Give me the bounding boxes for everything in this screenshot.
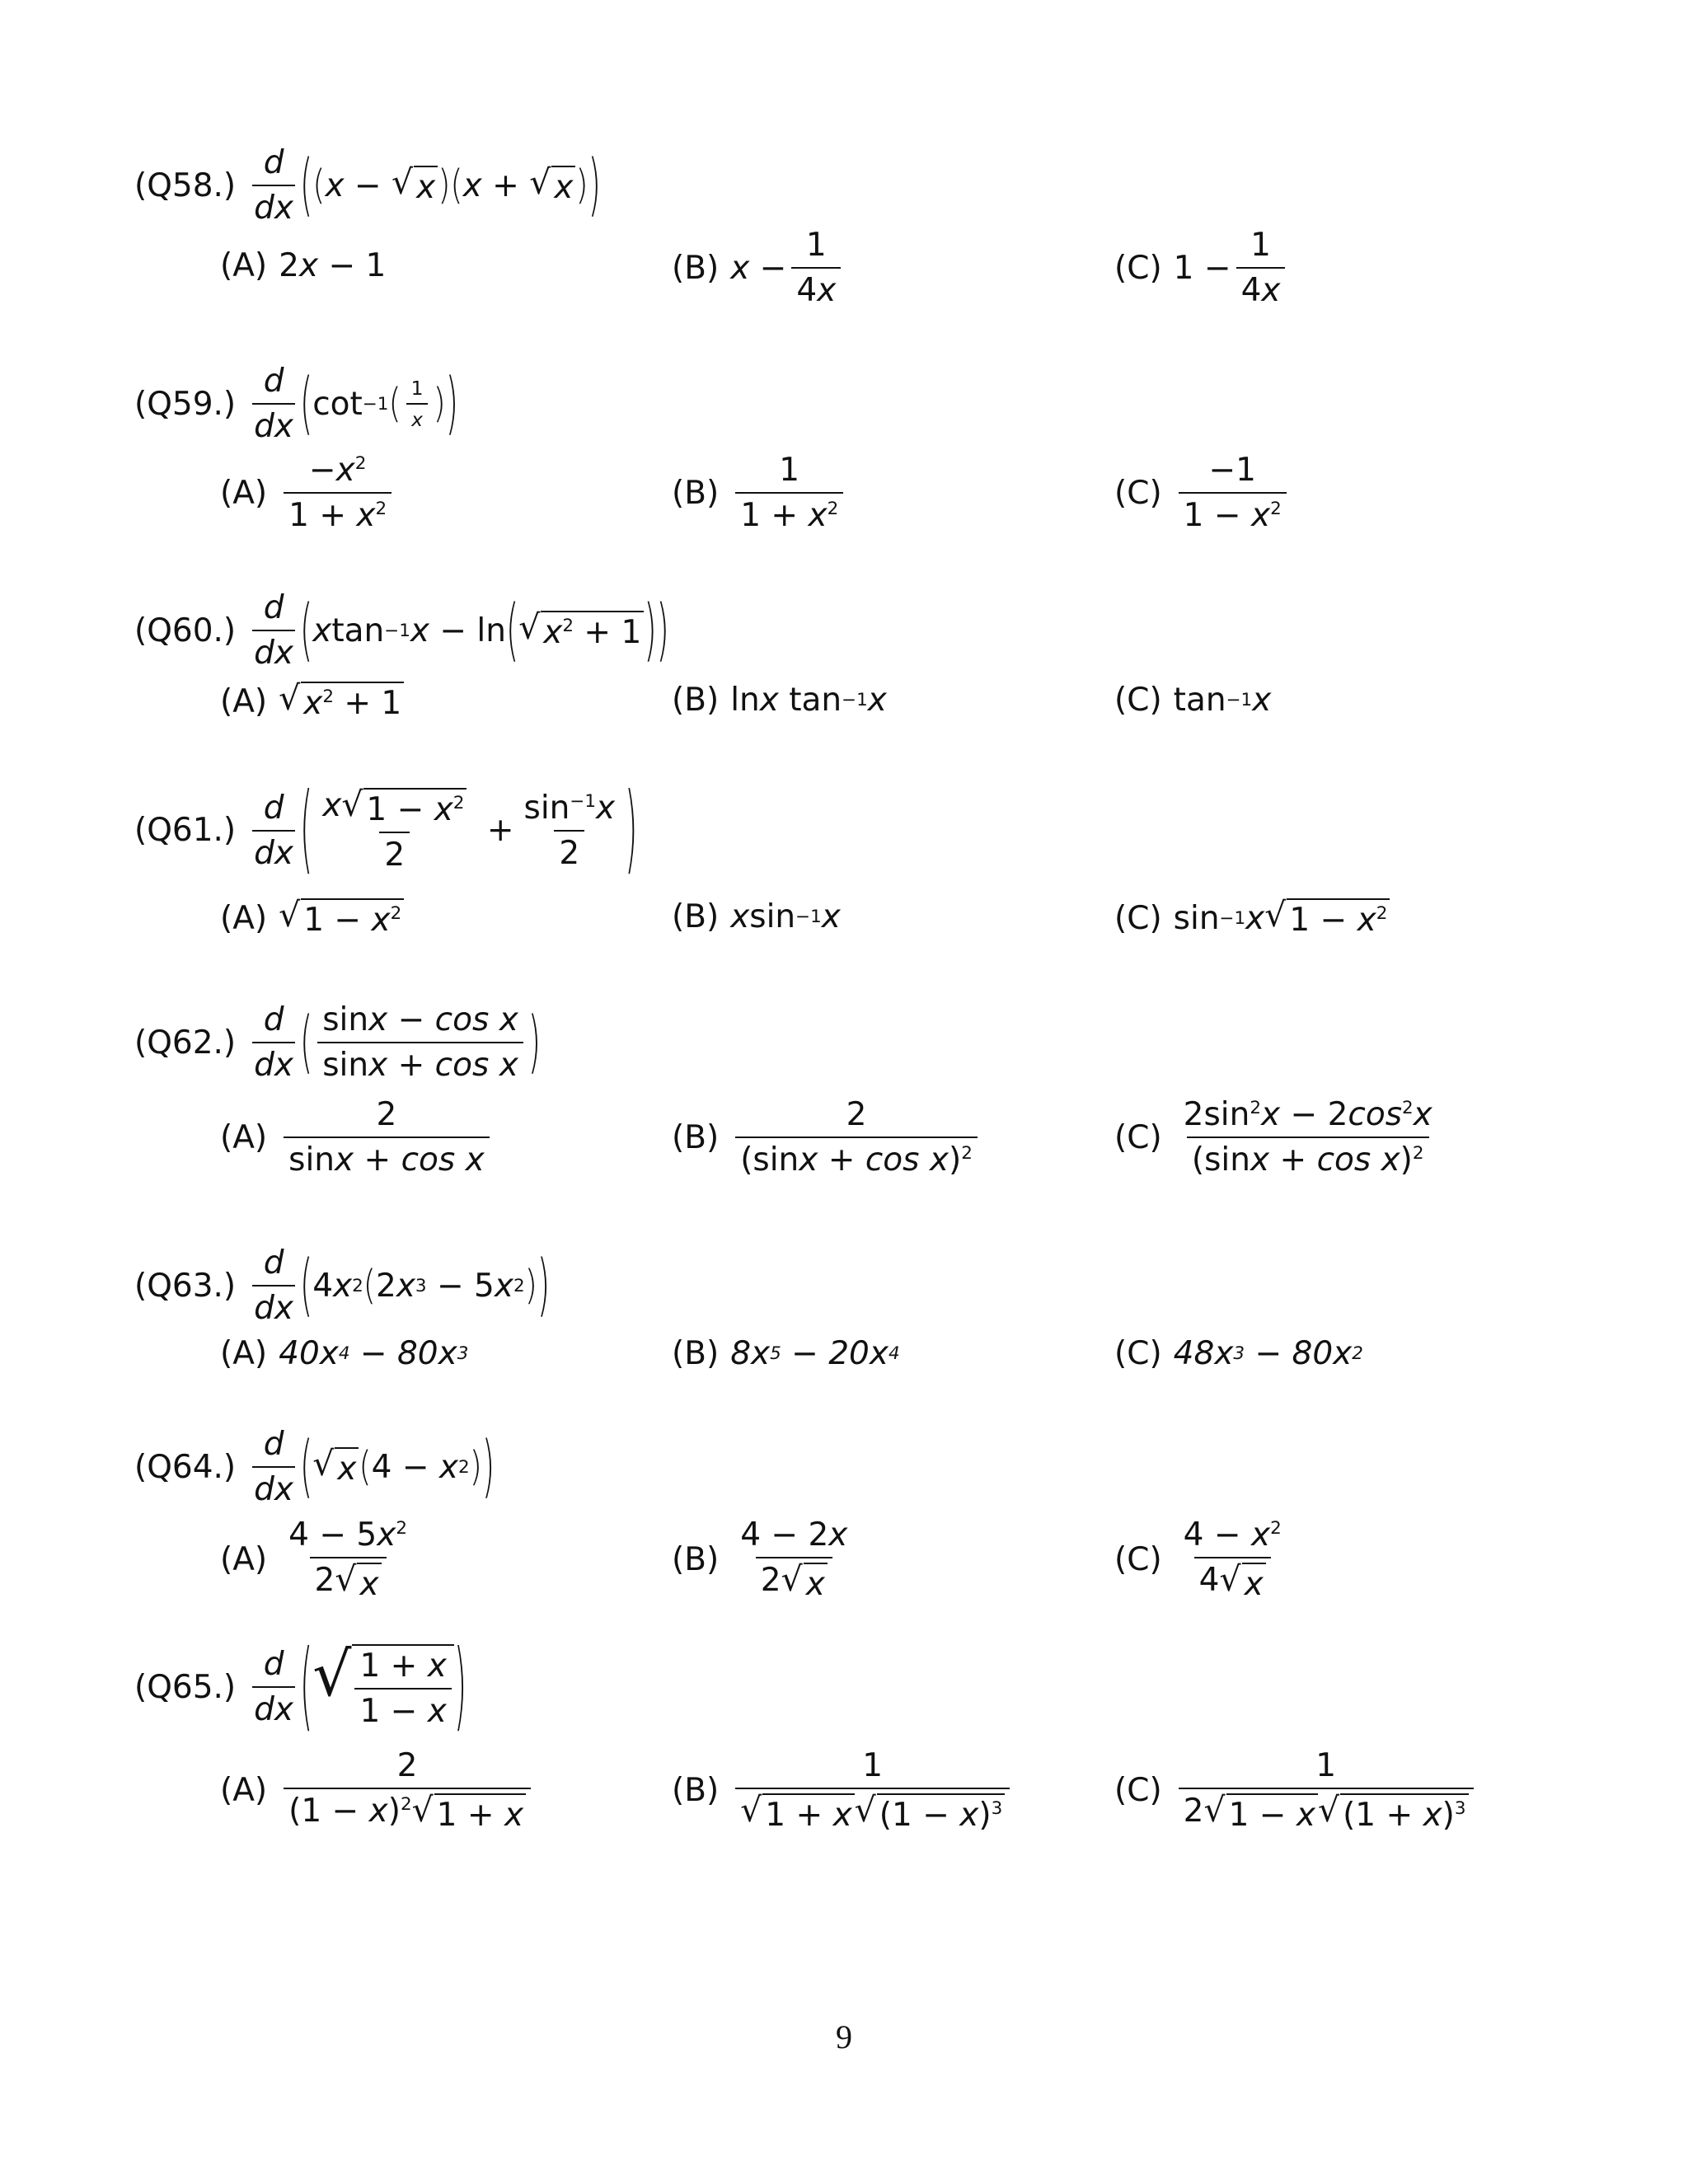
option-c[interactable]: (C) $\frac{2\sin^2x - 2\cos^2x}{(\sin x + \cos x)^2}$ xyxy=(1114,1096,1432,1179)
question-stem xyxy=(134,589,669,672)
option-a[interactable]: (A) √ $1 - x^2$ xyxy=(220,898,404,939)
option-b[interactable]: (B) x − $\frac{1}{4x}$ xyxy=(672,227,846,309)
question-stem xyxy=(134,1631,467,1743)
option-c[interactable]: (C) 48 x 3 − 80 x 2 xyxy=(1114,1335,1363,1372)
question-number: (Q62.) xyxy=(134,1024,237,1062)
question-stem xyxy=(134,144,601,227)
question-expression: $\frac{d}{dx}$ ( 4 x 2 ( 2 x 3 − 5 x 2 ) ) xyxy=(254,1244,551,1327)
page-number: 9 xyxy=(836,2018,852,2055)
question-number: (Q58.) xyxy=(134,166,237,204)
option-b[interactable]: (B) 1 √ 1 + x √ $(1 - x)^3$ xyxy=(672,1747,1015,1834)
question-expression: $\frac{d}{dx}$ ( $\frac{\text{sinx − cos x}}{\text{sinx + cos x}}$ ) xyxy=(254,1001,541,1084)
question-expression: $\frac{d}{dx}$ ( cot −1 ( $\frac{1}{x}$ ) ) xyxy=(254,363,458,445)
option-a[interactable]: (A) $4 - 5x^2$ 2 √ x xyxy=(220,1516,407,1603)
option-a[interactable]: (A) √ $x^2 + 1$ xyxy=(220,682,404,722)
option-c[interactable]: (C) tan −1 x xyxy=(1114,682,1272,719)
question-stem xyxy=(134,363,458,445)
question-number: (Q63.) xyxy=(134,1267,237,1305)
option-a[interactable]: (A) 2 x − 1 xyxy=(220,247,387,284)
question-number: (Q65.) xyxy=(134,1668,237,1706)
option-b[interactable]: (B) x sin −1 x xyxy=(672,898,841,935)
option-a[interactable]: (A) 40 x 4 − 80 x 3 xyxy=(220,1335,469,1372)
question-number: (Q61.) xyxy=(134,812,237,849)
question-stem xyxy=(134,775,638,886)
option-b[interactable]: (B) 8 x 5 − 20 x 4 xyxy=(672,1335,900,1372)
option-c[interactable]: (C) 1 − $\frac{1}{4x}$ xyxy=(1114,227,1290,309)
option-b[interactable]: (B) $\frac{1}{1 + x^2}$ xyxy=(672,452,848,534)
question-stem xyxy=(134,1426,495,1508)
question-number: (Q59.) xyxy=(134,385,237,423)
option-a[interactable]: (A) $\frac{-x^2}{1 + x^2}$ xyxy=(220,452,396,534)
option-c[interactable]: (C) sin −1 x √ $1 - x^2$ xyxy=(1114,898,1390,939)
option-b[interactable]: (B) $\frac{2}{(\sin x + \cos x)^2}$ xyxy=(672,1096,982,1179)
option-b[interactable]: (B) 4 − 2x 2 √ x xyxy=(672,1516,848,1603)
option-c[interactable]: (C) $4 - x^2$ 4 √ x xyxy=(1114,1516,1282,1603)
option-a[interactable]: (A) 2 $(1 - x)^2$ √ 1 + x xyxy=(220,1747,536,1834)
question-expression: $\frac{d}{dx}$ ( ( x − √ x ) ( x + √ x ) ) xyxy=(254,144,601,227)
question-number: (Q64.) xyxy=(134,1448,237,1486)
option-b[interactable]: (B) ln x tan −1 x xyxy=(672,682,887,719)
option-c[interactable]: (C) $\frac{-1}{1 - x^2}$ xyxy=(1114,452,1292,534)
question-expression: $\frac{d}{dx}$ ( x √ $1 - x^2$ 2 + $\frac{\sin^{-1}x}{2}$ ) xyxy=(254,775,638,886)
option-a[interactable]: (A) $\frac{2}{\text{sinx + cos x}}$ xyxy=(220,1096,495,1179)
question-number: (Q60.) xyxy=(134,612,237,649)
question-expression: $\frac{d}{dx}$ ( √ x ( 4 − x 2 ) ) xyxy=(254,1426,495,1508)
question-stem xyxy=(134,1001,541,1084)
question-expression: $\frac{d}{dx}$ ( x tan −1 x − ln ( √ $x^2 + 1$ ) ) xyxy=(254,589,669,672)
question-stem xyxy=(134,1244,550,1327)
question-expression: $\frac{d}{dx}$ ( √ $\frac{1 + x}{1 - x}$ ) xyxy=(254,1631,467,1743)
option-c[interactable]: (C) 1 2 √ 1 − x √ $(1 + x)^3$ xyxy=(1114,1747,1479,1834)
